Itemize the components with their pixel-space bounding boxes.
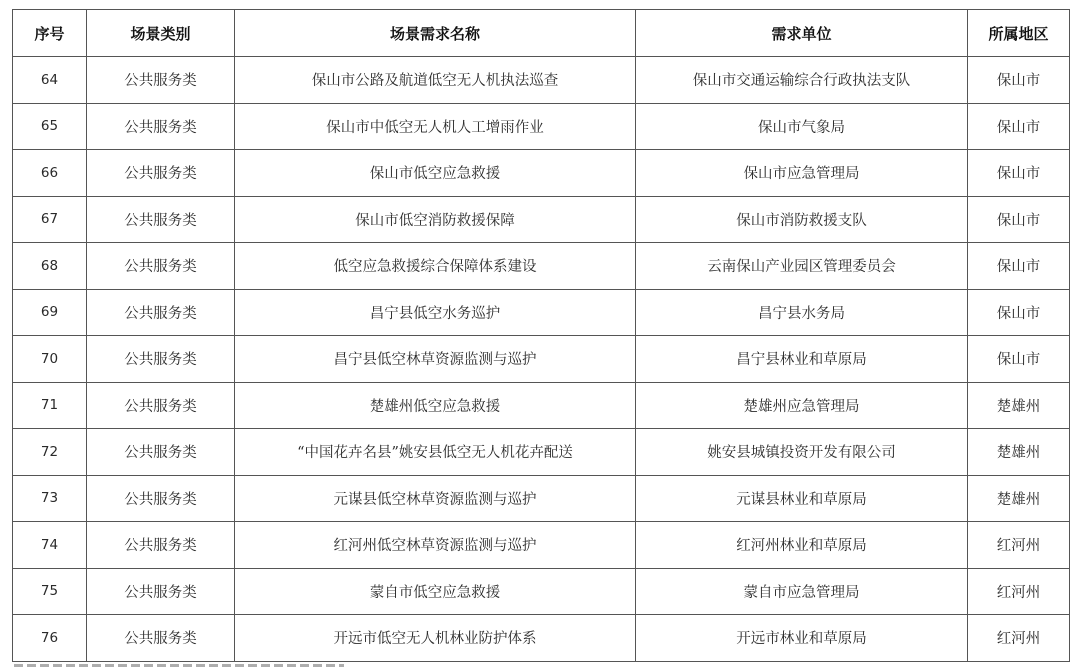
cell-category: 公共服务类 [87,475,235,522]
cell-region: 红河州 [968,615,1070,662]
cell-scenario-name: 保山市公路及航道低空无人机执法巡查 [235,57,636,104]
header-region: 所属地区 [968,10,1070,57]
cell-serial: 71 [13,382,87,429]
cell-region: 保山市 [968,57,1070,104]
table-row [13,150,1070,197]
cell-unit: 云南保山产业园区管理委员会 [636,243,968,290]
cell-unit: 昌宁县林业和草原局 [636,336,968,383]
cell-unit: 保山市气象局 [636,103,968,150]
cell-serial: 73 [13,475,87,522]
cell-scenario-name: 元谋县低空林草资源监测与巡护 [235,475,636,522]
header-row [13,10,1070,57]
cell-scenario-name: 开远市低空无人机林业防护体系 [235,615,636,662]
cell-scenario-name: 红河州低空林草资源监测与巡护 [235,522,636,569]
cell-category: 公共服务类 [87,243,235,290]
cell-serial: 68 [13,243,87,290]
cropped-text-line [14,661,344,668]
header-scenario-name: 场景需求名称 [235,10,636,57]
cell-unit: 红河州林业和草原局 [636,522,968,569]
cell-region: 保山市 [968,196,1070,243]
cell-unit: 姚安县城镇投资开发有限公司 [636,429,968,476]
cell-scenario-name: 低空应急救援综合保障体系建设 [235,243,636,290]
cell-unit: 楚雄州应急管理局 [636,382,968,429]
table-row [13,522,1070,569]
cell-category: 公共服务类 [87,103,235,150]
cell-scenario-name: 昌宁县低空水务巡护 [235,289,636,336]
cell-region: 楚雄州 [968,382,1070,429]
cell-unit: 蒙自市应急管理局 [636,568,968,615]
table-row [13,475,1070,522]
table-row [13,568,1070,615]
cell-region: 楚雄州 [968,475,1070,522]
cell-scenario-name: 昌宁县低空林草资源监测与巡护 [235,336,636,383]
cell-region: 红河州 [968,522,1070,569]
cell-unit: 保山市应急管理局 [636,150,968,197]
cell-scenario-name: 保山市低空应急救援 [235,150,636,197]
cell-region: 保山市 [968,150,1070,197]
table-body [13,57,1070,662]
cell-region: 保山市 [968,243,1070,290]
cell-unit: 元谋县林业和草原局 [636,475,968,522]
header-category: 场景类别 [87,10,235,57]
table-row [13,57,1070,104]
scenario-table [12,9,1070,662]
table-row [13,196,1070,243]
cell-category: 公共服务类 [87,57,235,104]
cell-serial: 72 [13,429,87,476]
cell-region: 保山市 [968,103,1070,150]
cell-region: 楚雄州 [968,429,1070,476]
table-row [13,615,1070,662]
cell-category: 公共服务类 [87,382,235,429]
table-row [13,429,1070,476]
cell-category: 公共服务类 [87,522,235,569]
cell-region: 红河州 [968,568,1070,615]
cell-region: 保山市 [968,289,1070,336]
cell-scenario-name: “中国花卉名县”姚安县低空无人机花卉配送 [235,429,636,476]
cell-category: 公共服务类 [87,336,235,383]
cell-serial: 75 [13,568,87,615]
cell-category: 公共服务类 [87,289,235,336]
cell-serial: 76 [13,615,87,662]
cell-unit: 昌宁县水务局 [636,289,968,336]
cell-category: 公共服务类 [87,568,235,615]
cell-unit: 保山市交通运输综合行政执法支队 [636,57,968,104]
cell-region: 保山市 [968,336,1070,383]
cell-serial: 69 [13,289,87,336]
table-row [13,103,1070,150]
table-row [13,336,1070,383]
cell-category: 公共服务类 [87,150,235,197]
cell-category: 公共服务类 [87,196,235,243]
cell-category: 公共服务类 [87,615,235,662]
cell-serial: 64 [13,57,87,104]
cell-serial: 65 [13,103,87,150]
table-row [13,243,1070,290]
cell-scenario-name: 蒙自市低空应急救援 [235,568,636,615]
cell-serial: 70 [13,336,87,383]
cell-scenario-name: 保山市中低空无人机人工增雨作业 [235,103,636,150]
table-row [13,382,1070,429]
cell-scenario-name: 保山市低空消防救援保障 [235,196,636,243]
table-row [13,289,1070,336]
cell-serial: 67 [13,196,87,243]
cell-serial: 74 [13,522,87,569]
cell-unit: 开远市林业和草原局 [636,615,968,662]
cell-category: 公共服务类 [87,429,235,476]
cell-serial: 66 [13,150,87,197]
header-serial: 序号 [13,10,87,57]
cell-scenario-name: 楚雄州低空应急救援 [235,382,636,429]
header-unit: 需求单位 [636,10,968,57]
cell-unit: 保山市消防救援支队 [636,196,968,243]
